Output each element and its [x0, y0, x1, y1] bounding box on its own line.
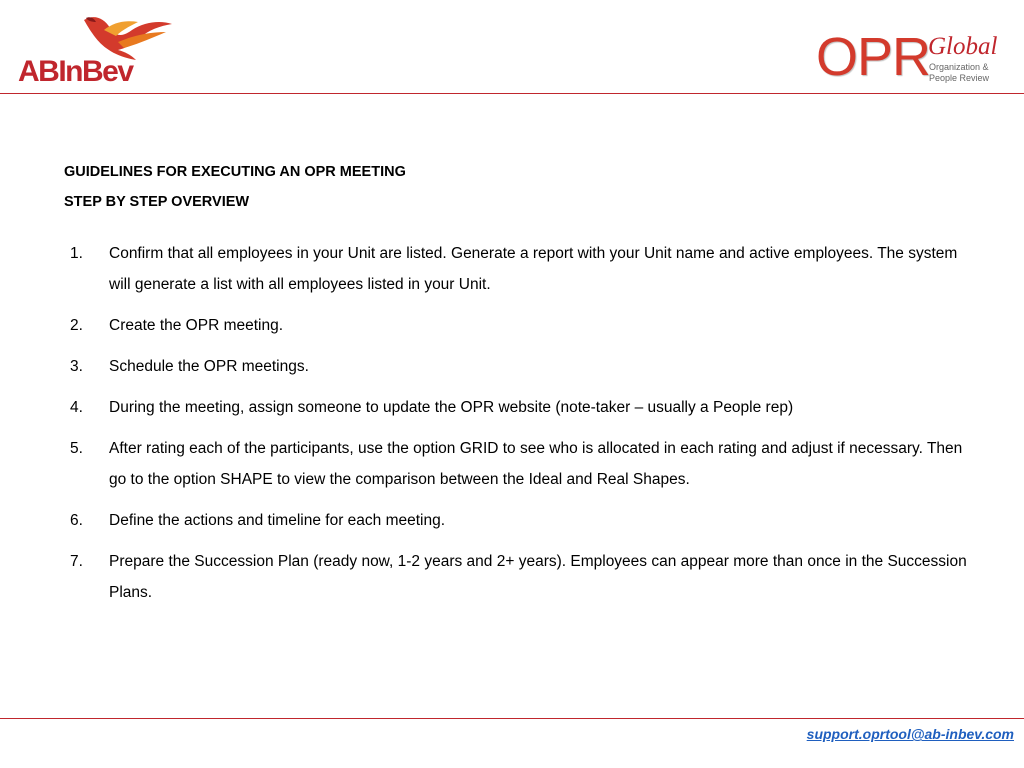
list-item [64, 238, 974, 300]
step-number: 3. [70, 358, 83, 375]
step-text: Create the OPR meeting. [109, 317, 284, 334]
page-subtitle: STEP BY STEP OVERVIEW [64, 194, 250, 210]
step-text: After rating each of the participants, use the option GRID to see who is allocated in each rating and adjust if necessary. Then go to the option SHAPE to view the comparison between the Ideal and Real Shapes. [109, 440, 963, 488]
steps-list [64, 238, 974, 608]
support-email-link[interactable]: support.oprtool@ab-inbev.com [806, 726, 1014, 742]
opr-subtitle-line2: People Review [929, 73, 990, 83]
opr-wordmark: OPR [816, 27, 931, 87]
step-number: 2. [70, 317, 83, 334]
list-item [64, 433, 974, 495]
opr-global-logo [816, 28, 1016, 88]
step-text: During the meeting, assign someone to update the OPR website (note-taker – usually a People rep) [109, 399, 794, 416]
global-wordmark: Global [928, 33, 998, 60]
step-number: 4. [70, 399, 83, 416]
abinbev-logo [14, 10, 184, 90]
list-item [64, 505, 974, 536]
brand-inbev: InBev [58, 55, 133, 88]
abinbev-wordmark [18, 57, 133, 87]
header-divider [0, 93, 1024, 94]
main-content [64, 162, 974, 618]
step-text: Schedule the OPR meetings. [109, 358, 309, 375]
step-text: Confirm that all employees in your Unit are listed. Generate a report with your Unit name and active employees. The system will generate a list with all employees listed in your Unit. [109, 245, 958, 293]
step-text: Define the actions and timeline for each meeting. [109, 512, 446, 529]
header [0, 0, 1024, 94]
step-number: 7. [70, 553, 83, 570]
step-number: 1. [70, 245, 83, 262]
list-item [64, 546, 974, 608]
brand-ab: AB [18, 55, 59, 88]
step-number: 5. [70, 440, 83, 457]
list-item [64, 310, 974, 341]
opr-subtitle-line1: Organization & [929, 62, 989, 72]
page-title: GUIDELINES FOR EXECUTING AN OPR MEETING [64, 164, 406, 180]
step-number: 6. [70, 512, 83, 529]
list-item [64, 351, 974, 382]
step-text: Prepare the Succession Plan (ready now, 1-2 years and 2+ years). Employees can appear more than once in the Succession Plans. [109, 553, 967, 601]
opr-subtitle [929, 62, 1019, 84]
list-item [64, 392, 974, 423]
footer-divider [0, 718, 1024, 719]
